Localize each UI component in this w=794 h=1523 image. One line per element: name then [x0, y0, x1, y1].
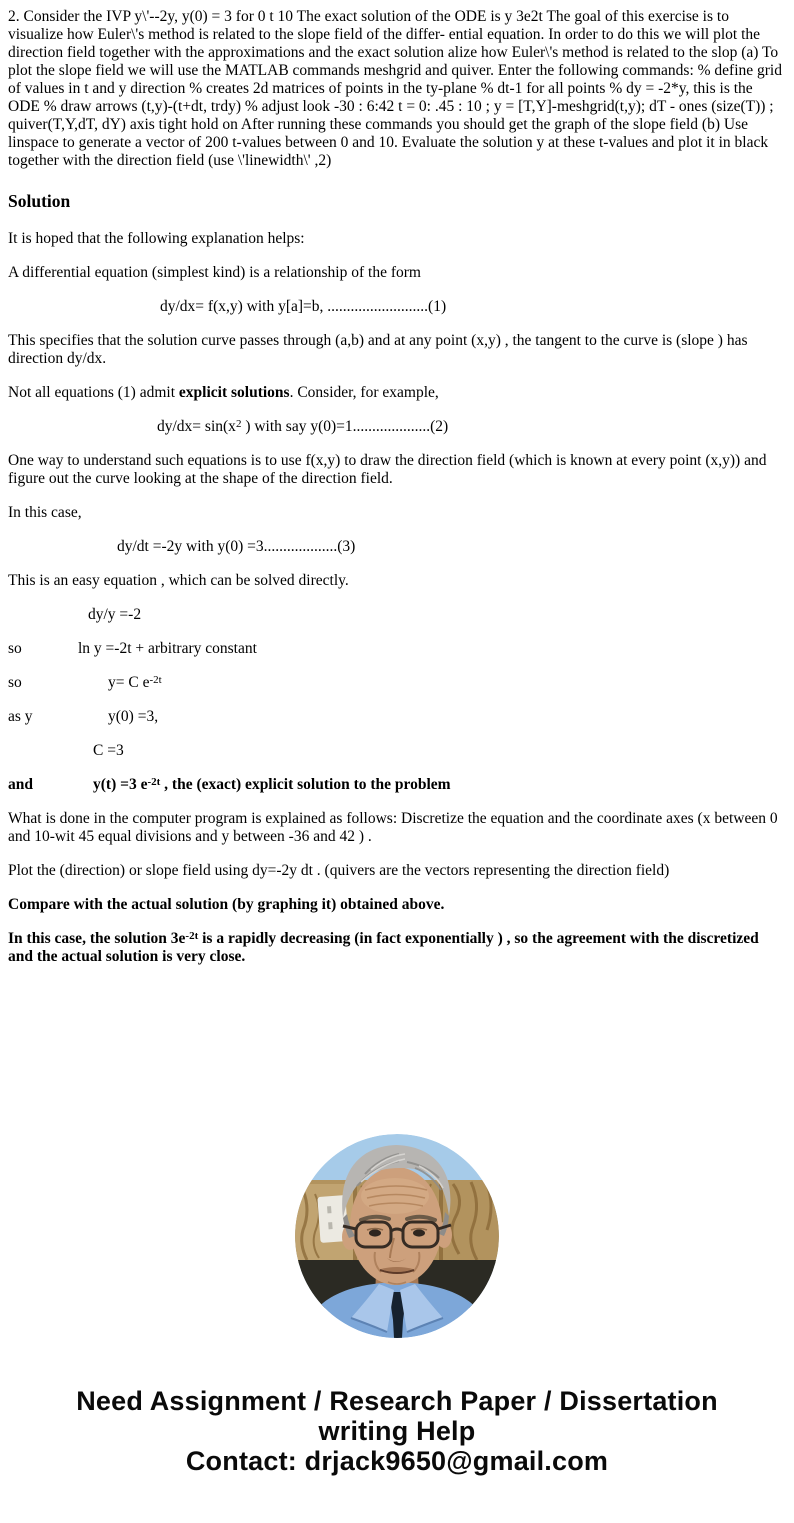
- footer-banner: [8, 1386, 786, 1504]
- paragraph-in-this-case: In this case,: [8, 504, 82, 521]
- derivation-expression-general: y= C e: [108, 674, 150, 691]
- equation-2-post: ) with say y(0)=1....................(2): [241, 418, 449, 435]
- paragraph-one-way: One way to understand such equations is to use f(x,y) to draw the direction field (which is known at every point (x,y)) and figure out the curve looking at the shape of the direction field.: [8, 452, 767, 487]
- derivation-line-final: [8, 776, 786, 794]
- footer-contact: Contact: drjack9650@gmail.com: [185, 1446, 609, 1476]
- derivation-line-so-2: [8, 674, 786, 692]
- paragraph-agreement-pre: In this case, the solution 3e: [8, 930, 186, 947]
- paragraph-differential-equation: A differential equation (simplest kind) is a relationship of the form: [8, 264, 421, 281]
- paragraph-agreement: [8, 930, 786, 966]
- tutor-portrait-photo: [295, 1134, 499, 1338]
- derivation-label-so-2: so: [8, 674, 22, 691]
- paragraph-agreement-exponent: -2t: [185, 930, 199, 942]
- derivation-dy-over-y: dy/y =-2: [88, 606, 142, 623]
- footer-heading-line1: Need Assignment / Research Paper / Dissertation: [76, 1386, 718, 1416]
- equation-2: [157, 418, 786, 436]
- final-solution-post: , the (exact) explicit solution to the problem: [160, 776, 451, 793]
- derivation-line-as-y: [8, 708, 786, 726]
- derivation-constant-value: C =3: [93, 742, 124, 759]
- derivation-label-and: and: [8, 776, 33, 793]
- paragraph-specifies: This specifies that the solution curve passes through (a,b) and at any point (x,y) , the tangent to the curve is (slope ) has direction dy/dx.: [8, 332, 748, 367]
- paragraph-program-explanation: What is done in the computer program is explained as follows: Discretize the equation and the coordinate axes (x between 0 and 10-wit 45 equal divisions and y between -36 and 42 ) .: [8, 810, 778, 845]
- derivation-expression-ln: ln y =-2t + arbitrary constant: [78, 640, 257, 657]
- paragraph-hope: It is hoped that the following explanation helps:: [8, 230, 305, 247]
- final-solution-exponent: -2t: [147, 776, 161, 788]
- derivation-label-so-1: so: [8, 640, 22, 657]
- derivation-label-as-y: as y: [8, 708, 33, 725]
- paragraph-not-all-equations: [8, 384, 786, 402]
- portrait-photo-container: [8, 1134, 786, 1338]
- equation-2-pre: dy/dx= sin(x: [157, 418, 236, 435]
- equation-3: dy/dt =-2y with y(0) =3...................(3): [117, 538, 356, 555]
- paragraph-not-all-post: . Consider, for example,: [289, 384, 439, 401]
- explicit-solutions-emphasis: explicit solutions: [178, 384, 290, 401]
- paragraph-compare: Compare with the actual solution (by graphing it) obtained above.: [8, 896, 445, 913]
- final-solution-pre: y(t) =3 e: [93, 776, 148, 793]
- problem-statement: 2. Consider the IVP y\'--2y, y(0) = 3 for 0 t 10 The exact solution of the ODE is y 3e2t The goal of this exercise is to visualize how Euler\'s method is related to the slope field of the differ- ential equation. In order to do this we will plot the direction field together with the approximations and the exact solution alize how Euler\'s method is related to the slop (a) To plot the slope field we will use the MATLAB commands meshgrid and quiver. Enter the following commands: % define grid of values in t and y direction % creates 2d matrices of points in the ty-plane % dt-1 for all points % dy = -2*y, this is the ODE % draw arrows (t,y)-(t+dt, trdy) % adjust look -30 : 6:42 t = 0: .45 : 10 ; y = [T,Y]-meshgrid(t,y); dT - ones (size(T)) ; quiver(T,Y,dT, dY) axis tight hold on After running these commands you should get the graph of the slope field (b) Use linspace to generate a vector of 200 t-values between 0 and 10. Evaluate the solution y at these t-values and plot it in black together with the direction field (use \'linewidth\' ,2): [8, 8, 782, 169]
- equation-1: dy/dx= f(x,y) with y[a]=b, ..........................(1): [160, 298, 447, 315]
- equation-2-exponent: 2: [235, 418, 242, 430]
- footer-heading-line2: writing Help: [318, 1416, 476, 1446]
- derivation-line-so-1: [8, 640, 786, 658]
- paragraph-easy-equation: This is an easy equation , which can be solved directly.: [8, 572, 349, 589]
- derivation-initial-condition: y(0) =3,: [108, 708, 159, 725]
- paragraph-plot-field: Plot the (direction) or slope field using dy=-2y dt . (quivers are the vectors representing the direction field): [8, 862, 670, 879]
- derivation-line-constant: [8, 742, 786, 760]
- derivation-exponent-general: -2t: [149, 674, 162, 686]
- paragraph-agreement-post: is a rapidly decreasing (in fact exponentially ) , so the agreement with the discretized and the actual solution is very close.: [8, 930, 759, 965]
- solution-heading: Solution: [8, 191, 71, 211]
- paragraph-not-all-pre: Not all equations (1) admit: [8, 384, 179, 401]
